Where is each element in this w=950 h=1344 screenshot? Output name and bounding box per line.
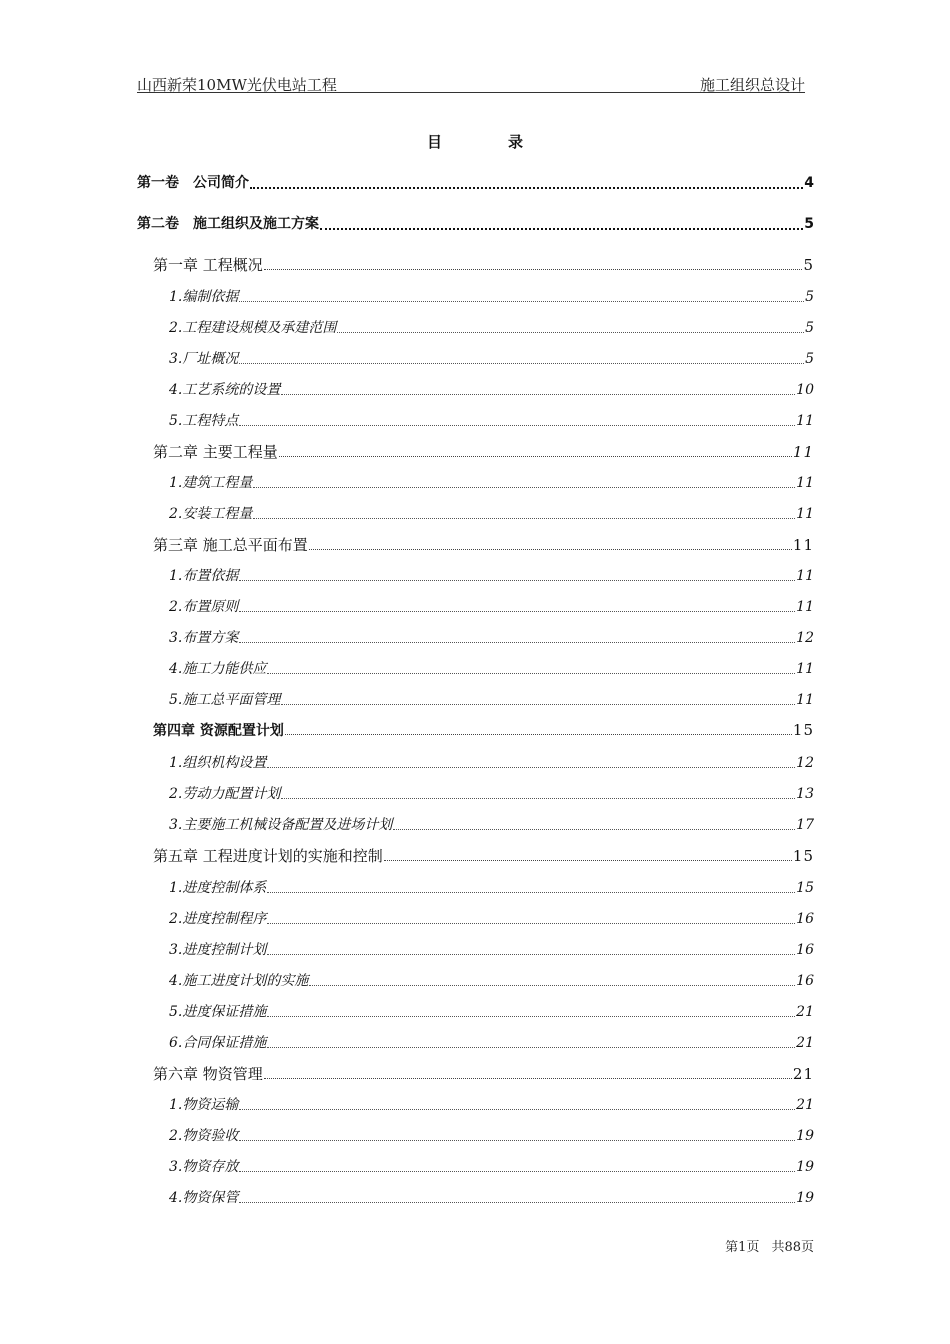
toc-entry-label: 1.建筑工程量 bbox=[169, 475, 253, 491]
toc-leader-dots bbox=[267, 954, 795, 955]
toc-section-entry[interactable] bbox=[169, 596, 814, 616]
toc-leader-dots bbox=[253, 518, 795, 519]
toc-leader-dots bbox=[239, 425, 795, 426]
toc-entry-label: 第五章 工程进度计划的实施和控制 bbox=[153, 847, 383, 865]
toc-leader-dots bbox=[239, 301, 804, 302]
toc-entry-label: 第一卷 公司简介 bbox=[137, 175, 249, 191]
toc-entry-page-number: 19 bbox=[796, 1159, 814, 1175]
toc-entry-page-number: 15 bbox=[796, 880, 814, 896]
footer-page-number: 第1页 bbox=[725, 1240, 760, 1255]
toc-leader-dots bbox=[281, 798, 795, 799]
toc-section-entry[interactable] bbox=[169, 348, 814, 368]
toc-entry-label: 4.施工进度计划的实施 bbox=[169, 973, 309, 989]
toc-leader-dots bbox=[267, 673, 795, 674]
toc-section-entry[interactable] bbox=[169, 1187, 814, 1207]
toc-entry-label: 第三章 施工总平面布置 bbox=[153, 536, 308, 554]
toc-chapter-entry[interactable] bbox=[153, 1063, 814, 1084]
toc-section-entry[interactable] bbox=[169, 908, 814, 928]
toc-entry-label: 1.编制依据 bbox=[169, 289, 239, 305]
toc-leader-dots bbox=[267, 767, 795, 768]
toc-leader-dots bbox=[250, 187, 803, 189]
toc-section-entry[interactable] bbox=[169, 689, 814, 709]
toc-entry-label: 4.物资保管 bbox=[169, 1190, 239, 1206]
toc-entry-label: 2.工程建设规模及承建范围 bbox=[169, 320, 337, 336]
toc-entry-page-number: 11 bbox=[796, 661, 814, 677]
header-project-title: 山西新荣10MW光伏电站工程 bbox=[137, 76, 337, 94]
toc-entry-page-number: 11 bbox=[796, 692, 814, 708]
toc-entry-page-number: 12 bbox=[796, 630, 814, 646]
toc-entry-label: 1.物资运输 bbox=[169, 1097, 239, 1113]
toc-leader-dots bbox=[267, 923, 795, 924]
toc-entry-label: 第二卷 施工组织及施工方案 bbox=[137, 216, 319, 232]
toc-title-char-2: 录 bbox=[508, 133, 524, 151]
toc-entry-label: 1.布置依据 bbox=[169, 568, 239, 584]
toc-section-entry[interactable] bbox=[169, 379, 814, 399]
toc-entry-page-number: 5 bbox=[805, 320, 814, 336]
toc-leader-dots bbox=[239, 611, 795, 612]
toc-entry-label: 第四章 资源配置计划 bbox=[153, 723, 284, 739]
toc-section-entry[interactable] bbox=[169, 410, 814, 430]
toc-leader-dots bbox=[239, 1202, 795, 1203]
toc-entry-page-number: 10 bbox=[796, 382, 814, 398]
toc-title bbox=[0, 131, 950, 152]
toc-leader-dots bbox=[239, 363, 804, 364]
toc-entry-label: 1.进度控制体系 bbox=[169, 880, 267, 896]
toc-leader-dots bbox=[384, 860, 792, 861]
toc-section-entry[interactable] bbox=[169, 939, 814, 959]
toc-leader-dots bbox=[253, 487, 795, 488]
toc-entry-label: 2.安装工程量 bbox=[169, 506, 253, 522]
toc-section-entry[interactable] bbox=[169, 1156, 814, 1176]
toc-leader-dots bbox=[239, 1140, 795, 1141]
toc-section-entry[interactable] bbox=[169, 627, 814, 647]
toc-leader-dots bbox=[239, 642, 795, 643]
toc-entry-label: 5.施工总平面管理 bbox=[169, 692, 281, 708]
toc-entry-label: 5.进度保证措施 bbox=[169, 1004, 267, 1020]
toc-entry-page-number: 5 bbox=[804, 216, 814, 232]
toc-entry-page-number: 11 bbox=[796, 413, 814, 429]
toc-entry-page-number: 11 bbox=[792, 443, 814, 461]
toc-leader-dots bbox=[267, 1047, 795, 1048]
toc-section-entry[interactable] bbox=[169, 317, 814, 337]
toc-entry-label: 2.物资验收 bbox=[169, 1128, 239, 1144]
toc-chapter-entry[interactable] bbox=[153, 845, 814, 866]
toc-entry-label: 2.进度控制程序 bbox=[169, 911, 267, 927]
toc-entry-page-number: 21 bbox=[796, 1035, 814, 1051]
toc-entry-page-number: 4 bbox=[804, 175, 814, 191]
toc-section-entry[interactable] bbox=[169, 503, 814, 523]
toc-entry-page-number: 15 bbox=[792, 721, 814, 739]
toc-section-entry[interactable] bbox=[169, 565, 814, 585]
toc-entry-page-number: 17 bbox=[796, 817, 814, 833]
toc-chapter-entry[interactable] bbox=[153, 254, 814, 275]
toc-entry-label: 1.组织机构设置 bbox=[169, 755, 267, 771]
toc-section-entry[interactable] bbox=[169, 970, 814, 990]
toc-entry-page-number: 11 bbox=[796, 599, 814, 615]
toc-leader-dots bbox=[281, 704, 795, 705]
toc-section-entry[interactable] bbox=[169, 286, 814, 306]
toc-section-entry[interactable] bbox=[169, 1032, 814, 1052]
header-document-title: 施工组织总设计 bbox=[699, 76, 805, 94]
toc-leader-dots bbox=[264, 269, 803, 270]
toc-section-entry[interactable] bbox=[169, 1125, 814, 1145]
toc-section-entry[interactable] bbox=[169, 752, 814, 772]
toc-entry-page-number: 15 bbox=[792, 847, 814, 865]
toc-entry-label: 2.布置原则 bbox=[169, 599, 239, 615]
toc-title-char-1: 目 bbox=[426, 133, 442, 151]
toc-leader-dots bbox=[267, 1016, 795, 1017]
toc-chapter-entry[interactable] bbox=[153, 534, 814, 555]
toc-entry-page-number: 5 bbox=[803, 256, 814, 274]
footer-page-total: 共88页 bbox=[771, 1240, 814, 1255]
toc-entry-label: 第二章 主要工程量 bbox=[153, 443, 278, 461]
toc-leader-dots bbox=[279, 456, 792, 457]
toc-entry-page-number: 13 bbox=[796, 786, 814, 802]
toc-leader-dots bbox=[309, 549, 792, 550]
toc-volume-entry[interactable] bbox=[137, 213, 814, 233]
toc-leader-dots bbox=[264, 1078, 792, 1079]
toc-leader-dots bbox=[285, 734, 792, 735]
toc-entry-label: 5.工程特点 bbox=[169, 413, 239, 429]
toc-leader-dots bbox=[393, 829, 795, 830]
toc-entry-page-number: 11 bbox=[792, 536, 814, 554]
toc-entry-label: 4.工艺系统的设置 bbox=[169, 382, 281, 398]
toc-entry-page-number: 5 bbox=[805, 351, 814, 367]
toc-leader-dots bbox=[320, 228, 803, 230]
toc-entry-page-number: 16 bbox=[796, 942, 814, 958]
toc-leader-dots bbox=[267, 892, 795, 893]
toc-section-entry[interactable] bbox=[169, 1094, 814, 1114]
toc-entry-page-number: 11 bbox=[796, 506, 814, 522]
toc-entry-label: 3.物资存放 bbox=[169, 1159, 239, 1175]
toc-entry-page-number: 5 bbox=[805, 289, 814, 305]
toc-section-entry[interactable] bbox=[169, 1001, 814, 1021]
toc-entry-label: 第六章 物资管理 bbox=[153, 1065, 263, 1083]
toc-entry-page-number: 11 bbox=[796, 475, 814, 491]
toc-entry-label: 3.厂址概况 bbox=[169, 351, 239, 367]
toc-entry-page-number: 21 bbox=[792, 1065, 814, 1083]
toc-entry-page-number: 11 bbox=[796, 568, 814, 584]
toc-entry-label: 3.进度控制计划 bbox=[169, 942, 267, 958]
toc-leader-dots bbox=[281, 394, 795, 395]
toc-entry-page-number: 21 bbox=[796, 1097, 814, 1113]
toc-entry-label: 4.施工力能供应 bbox=[169, 661, 267, 677]
toc-entry-page-number: 21 bbox=[796, 1004, 814, 1020]
toc-entry-label: 3.主要施工机械设备配置及进场计划 bbox=[169, 817, 393, 833]
toc-leader-dots bbox=[337, 332, 804, 333]
toc-section-entry[interactable] bbox=[169, 658, 814, 678]
toc-entry-label: 第一章 工程概况 bbox=[153, 256, 263, 274]
toc-section-entry[interactable] bbox=[169, 783, 814, 803]
toc-chapter-entry[interactable] bbox=[153, 720, 814, 740]
toc-leader-dots bbox=[239, 1171, 795, 1172]
toc-entry-page-number: 19 bbox=[796, 1128, 814, 1144]
toc-entry-label: 2.劳动力配置计划 bbox=[169, 786, 281, 802]
toc-entry-page-number: 19 bbox=[796, 1190, 814, 1206]
toc-leader-dots bbox=[239, 580, 795, 581]
toc-entry-page-number: 12 bbox=[796, 755, 814, 771]
page-header bbox=[137, 74, 805, 93]
toc-section-entry[interactable] bbox=[169, 877, 814, 897]
toc-volume-entry[interactable] bbox=[137, 172, 814, 192]
toc-section-entry[interactable] bbox=[169, 472, 814, 492]
toc-chapter-entry[interactable] bbox=[153, 441, 814, 462]
toc-entry-label: 3.布置方案 bbox=[169, 630, 239, 646]
page-footer bbox=[725, 1236, 814, 1255]
toc-entry-page-number: 16 bbox=[796, 911, 814, 927]
toc-section-entry[interactable] bbox=[169, 814, 814, 834]
toc-leader-dots bbox=[309, 985, 795, 986]
toc-leader-dots bbox=[239, 1109, 795, 1110]
toc-entry-label: 6.合同保证措施 bbox=[169, 1035, 267, 1051]
toc-entry-page-number: 16 bbox=[796, 973, 814, 989]
